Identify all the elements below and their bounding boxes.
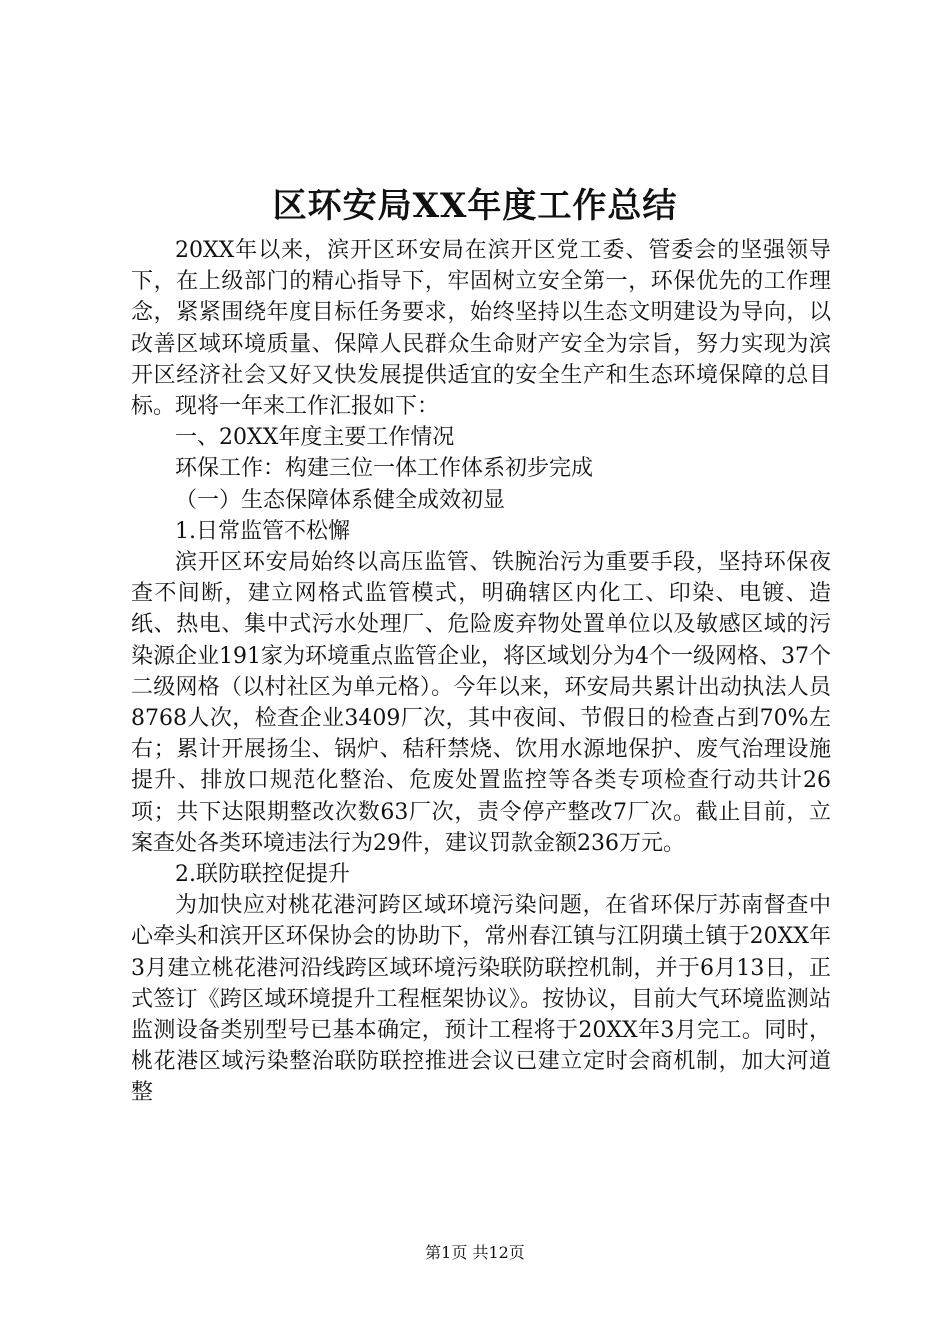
heading-item-1: 1.日常监管不松懈 xyxy=(175,518,350,544)
heading-subsection-1: （一）生态保障体系健全成效初显 xyxy=(175,487,506,513)
paragraph-intro: 20XX年以来，滨开区环安局在滨开区党工委、管委会的坚强领导下，在上级部门的精心指导下，牢固树立安全第一，环保优先的工作理念，紧紧围绕年度目标任务要求，始终坚持以生态文明建设为导向，以改善区域环境质量、保障人民群众生命财产安全为宗旨，努力实现为滨开区经济社会又好又快发展提供适宜的安全生产和生态环境保障的总目标。现将一年来工作汇报如下： xyxy=(131,238,831,420)
heading-env-work: 环保工作：构建三位一体工作体系初步完成 xyxy=(175,456,594,482)
document-title: 区环安局XX年度工作总结 xyxy=(272,186,678,226)
paragraph-daily-supervision: 滨开区环安局始终以高压监管、铁腕治污为重要手段，坚持环保夜查不间断，建立网格式监管模式，明确辖区内化工、印染、电镀、造纸、热电、集中式污水处理厂、危险废弃物处置单位以及敏感区域的污染源企业191家为环境重点监管企业，将区域划分为4个一级网格、37个二级网格（以村社区为单元格）。今年以来，环安局共累计出动执法人员8768人次，检查企业3409厂次，其中夜间、节假日的检查占到70%左右；累计开展扬尘、锅炉、秸秆禁烧、饮用水源地保护、废气治理设施提升、排放口规范化整治、危废处置监控等各类专项检查行动共计26项；共下达限期整改次数63厂次，责令停产整改7厂次。截止目前，立案查处各类环境违法行为29件，建议罚款金额236万元。 xyxy=(131,550,831,856)
paragraph-joint-control: 为加快应对桃花港河跨区域环境污染问题，在省环保厅苏南督查中心牵头和滨开区环保协会的协助下，常州春江镇与江阴璜土镇于20XX年3月建立桃花港河沿线跨区域环境污染联防联控机制，并于6月13日，正式签订《跨区域环境提升工程框架协议》。按协议，目前大气环境监测站监测设备类别型号已基本确定，预计工程将于20XX年3月完工。同时，桃花港区域污染整治联防联控推进会议已建立定时会商机制，加大河道整 xyxy=(131,893,831,1106)
heading-section-1: 一、20XX年度主要工作情况 xyxy=(175,425,455,451)
page-number-footer: 第1页 共12页 xyxy=(425,1243,525,1262)
document-body xyxy=(131,235,831,1109)
heading-item-2: 2.联防联控促提升 xyxy=(175,862,350,888)
